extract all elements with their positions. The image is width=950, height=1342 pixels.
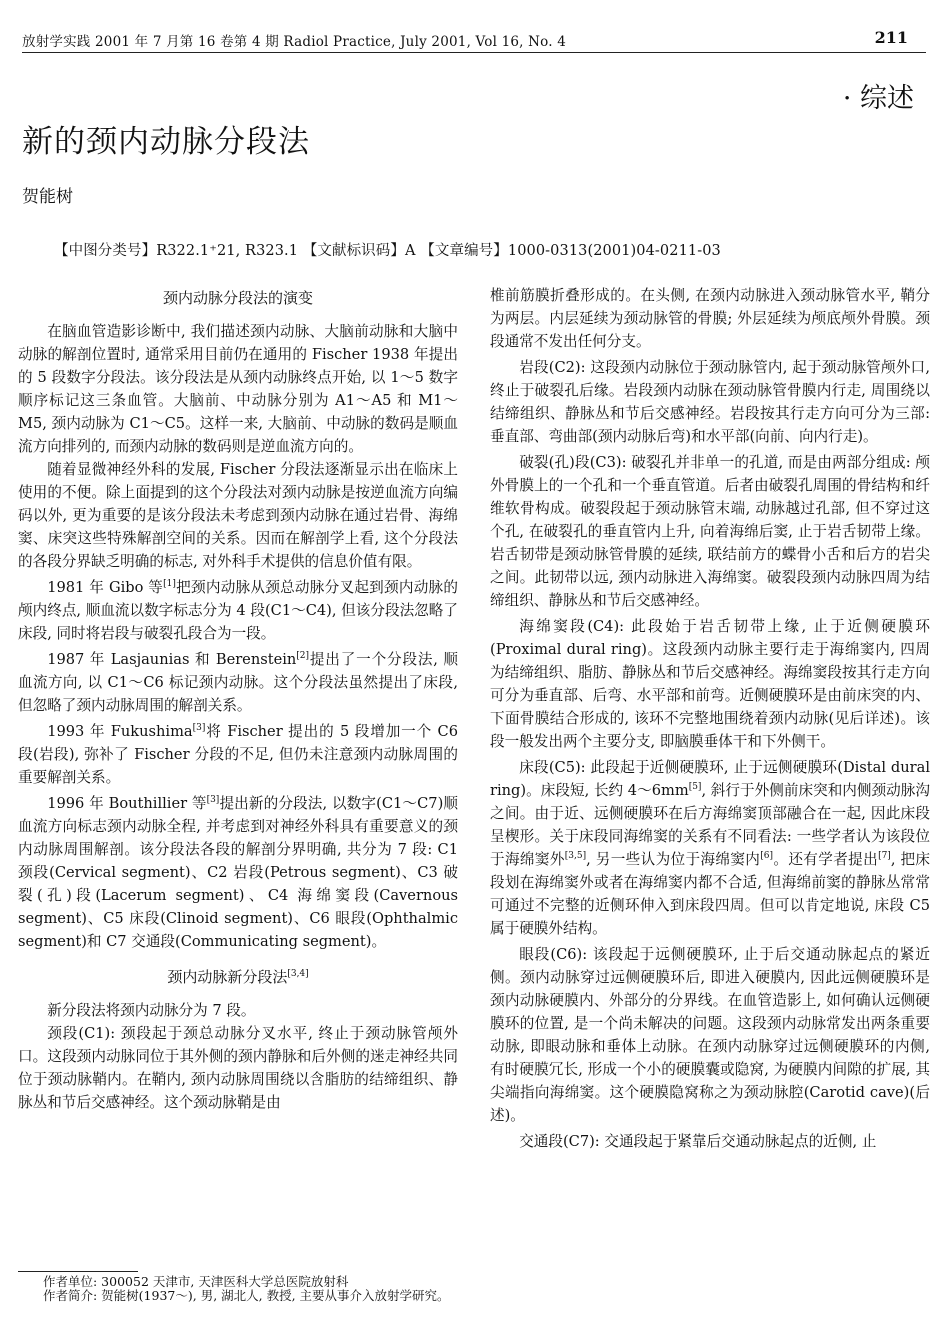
- citation[interactable]: [3,5]: [564, 851, 587, 862]
- citation[interactable]: [2]: [296, 651, 310, 662]
- footnote-divider: [18, 1271, 138, 1272]
- header-divider: [22, 52, 926, 53]
- running-header: 放射学实践 2001 年 7 月第 16 卷第 4 期 Radiol Practice, July 2001, Vol 16, No. 4: [22, 34, 567, 50]
- article-author: 贺能树: [22, 187, 73, 207]
- classification-metadata: 【中图分类号】R322.1⁺21, R323.1 【文献标识码】A 【文章编号】1000-0313(2001)04-0211-03: [54, 243, 721, 259]
- citation[interactable]: [3]: [192, 723, 206, 734]
- paragraph: 在脑血管造影诊断中, 我们描述颈内动脉、大脑前动脉和大脑中动脉的解剖位置时, 通常采用目前仍在通用的 Fischer 1938 年提出的 5 段数字分段法。该分段法是从颈内动脉终点开始, 以 1～5 数字顺序标记这三条血管。大脑前、中动脉分别为 A1～A5 和 M1～M5, 颈内动脉为 C1～C5。这样一来, 大脑前、中动脉的数码是顺血流方向排列的, 而颈内动脉的数码则是逆血流方向的。: [18, 323, 458, 455]
- paragraph: 床段(C5): 此段起于近侧硬膜环, 止于远侧硬膜环(Distal dural ring)。床段短, 长约 4～6mm[5], 斜行于外侧前床突和内侧颈动脉沟之间。由于近、远侧硬膜环在后方海绵窦顶部融合在一起, 因此床段呈楔形。关于床段同海绵窦的关系有不同看法: 一些学者认为该段位于海绵窦外[3,5], 另一些认为位于海绵窦内[6]。还有学者提出[7], 把床段划在海绵窦外或者在海绵窦内都不合适, 但海绵前窦的静脉丛常常可通过不完整的近侧环伸入到床段四周。但可以肯定地说, 床段 C5 属于硬膜外结构。: [490, 759, 931, 937]
- citation[interactable]: [7]: [878, 851, 891, 862]
- article-title: 新的颈内动脉分段法: [22, 124, 310, 160]
- paragraph: 1996 年 Bouthillier 等[3]提出新的分段法, 以数字(C1～C7)顺血流方向标志颈内动脉全程, 并考虑到对神经外科具有重要意义的颈内动脉周围解剖。该分段法各段的解剖分界明确, 共分为 7 段: C1 颈段(Cervical segment)、C2 岩段(Petrous segment)、C3 破裂(孔)段(Lacerum segment)、C4 海绵窦段(Cavernous segment)、C5 床段(Clinoid segment)、C6 眼段(Ophthalmic segment)和 C7 交通段(Communicating segment)。: [18, 795, 458, 950]
- right-column: [490, 284, 930, 1153]
- citation[interactable]: [3]: [206, 795, 220, 806]
- author-affiliation: 作者单位: 300052 天津市, 天津医科大学总医院放射科: [43, 1274, 349, 1289]
- paragraph: 随着显微神经外科的发展, Fischer 分段法逐渐显示出在临床上使用的不便。除上面提到的这个分段法对颈内动脉是按逆血流方向编码以外, 更为重要的是该分段法未考虑到颈内动脉在通过岩骨、海绵窦、床突这些特殊解剖空间的关系。因而在解剖学上看, 这个分段法的各段分界缺乏明确的标志, 对外科手术提供的信息价值有限。: [18, 461, 458, 570]
- citation[interactable]: [1]: [163, 579, 176, 590]
- paragraph: 破裂(孔)段(C3): 破裂孔并非单一的孔道, 而是由两部分组成: 颅外骨膜上的一个孔和一个垂直管道。后者由破裂孔周围的骨结构和纤维软骨构成。破裂段起于颈动脉管末端, 动脉越过孔部, 但不穿过这个孔, 在破裂孔的垂直管内上升, 向着海绵后窦, 止于岩舌韧带上缘。岩舌韧带是颈动脉管骨膜的延续, 联结前方的蝶骨小舌和后方的岩尖之间。此韧带以远, 颈内动脉进入海绵窦。破裂段颈内动脉四周为结缔组织、静脉丛和节后交感神经。: [490, 454, 930, 609]
- paragraph: 1981 年 Gibo 等[1]把颈内动脉从颈总动脉分叉起到颈内动脉的颅内终点, 顺血流以数字标志分为 4 段(C1～C4), 但该分段法忽略了床段, 同时将岩段与破裂孔段合为一段。: [18, 579, 458, 642]
- citation[interactable]: [6]: [760, 851, 774, 862]
- page-number: 211: [874, 28, 908, 47]
- paragraph: 颈段(C1): 颈段起于颈总动脉分叉水平, 终止于颈动脉管颅外口。这段颈内动脉同位于其外侧的颈内静脉和后外侧的迷走神经共同位于颈动脉鞘内。在鞘内, 颈内动脉周围绕以含脂肪的结缔组织、静脉丛和节后交感神经。这个颈动脉鞘是由: [18, 1025, 458, 1111]
- paragraph: 1993 年 Fukushima[3]将 Fischer 提出的 5 段增加一个 C6 段(岩段), 弥补了 Fischer 分段的不足, 但仍未注意颈内动脉周围的重要解剖关系。: [18, 723, 458, 786]
- footnotes: [18, 1275, 458, 1303]
- paragraph: 椎前筋膜折叠形成的。在头侧, 在颈内动脉进入颈动脉管水平, 鞘分为两层。内层延续为颈动脉管的骨膜; 外层延续为颅底颅外骨膜。颈段通常不发出任何分支。: [490, 287, 930, 350]
- paragraph: 岩段(C2): 这段颈内动脉位于颈动脉管内, 起于颈动脉管颅外口, 终止于破裂孔后缘。岩段颈内动脉在颈动脉管骨膜内行走, 周围绕以结缔组织、静脉丛和节后交感神经。岩段按其行走方向可分为三部: 垂直部、弯曲部(颈内动脉后弯)和水平部(向前、向内行走)。: [490, 359, 930, 445]
- section-tag: · 综述: [842, 83, 914, 114]
- left-column: [18, 284, 458, 1114]
- paragraph: 海绵窦段(C4): 此段始于岩舌韧带上缘, 止于近侧硬膜环(Proximal dural ring)。这段颈内动脉主要行走于海绵窦内, 四周为结缔组织、脂肪、静脉丛和节后交感神经。海绵窦段按其行走方向可分为垂直部、后弯、水平部和前弯。近侧硬膜环是由前床突的内、下面骨膜结合形成的, 该环不完整地围绕着颈内动脉(见后详述)。该段一般发出两个主要分支, 即脑膜垂体干和下外侧干。: [490, 618, 930, 750]
- paragraph: 交通段(C7): 交通段起于紧靠后交通动脉起点的近侧, 止: [519, 1133, 877, 1150]
- citation[interactable]: [5]: [688, 782, 702, 793]
- citation[interactable]: [3,4]: [287, 969, 309, 979]
- paragraph: 1987 年 Lasjaunias 和 Berenstein[2]提出了一个分段法, 顺血流方向, 以 C1～C6 标记颈内动脉。这个分段法虽然提出了床段, 但忽略了颈内动脉周围的解剖关系。: [18, 651, 459, 714]
- author-bio: 作者简介: 贺能树(1937～), 男, 湖北人, 教授, 主要从事介入放射学研究。: [43, 1288, 450, 1303]
- section-heading-evolution: 颈内动脉分段法的演变: [162, 289, 313, 307]
- paragraph: 新分段法将颈内动脉分为 7 段。: [47, 1002, 256, 1019]
- paragraph: 眼段(C6): 该段起于远侧硬膜环, 止于后交通动脉起点的紧近侧。颈内动脉穿过远侧硬膜环后, 即进入硬膜内, 因此远侧硬膜环是颈内动脉硬膜内、外部分的分界线。在血管造影上, 如何确认远侧硬膜环的位置, 是一个尚未解决的问题。这段颈内动脉常发出两条重要动脉, 即眼动脉和垂体上动脉。在颈内动脉穿过远侧硬膜环的内侧, 有时硬膜冗长, 形成一个小的硬膜囊或隐窝, 为硬膜内间隙的扩展, 其尖端指向海绵窦。这个硬膜隐窝称之为颈动脉腔(Carotid cave)(后述)。: [490, 946, 930, 1124]
- section-heading-new-method: 颈内动脉新分段法[3,4]: [167, 968, 309, 986]
